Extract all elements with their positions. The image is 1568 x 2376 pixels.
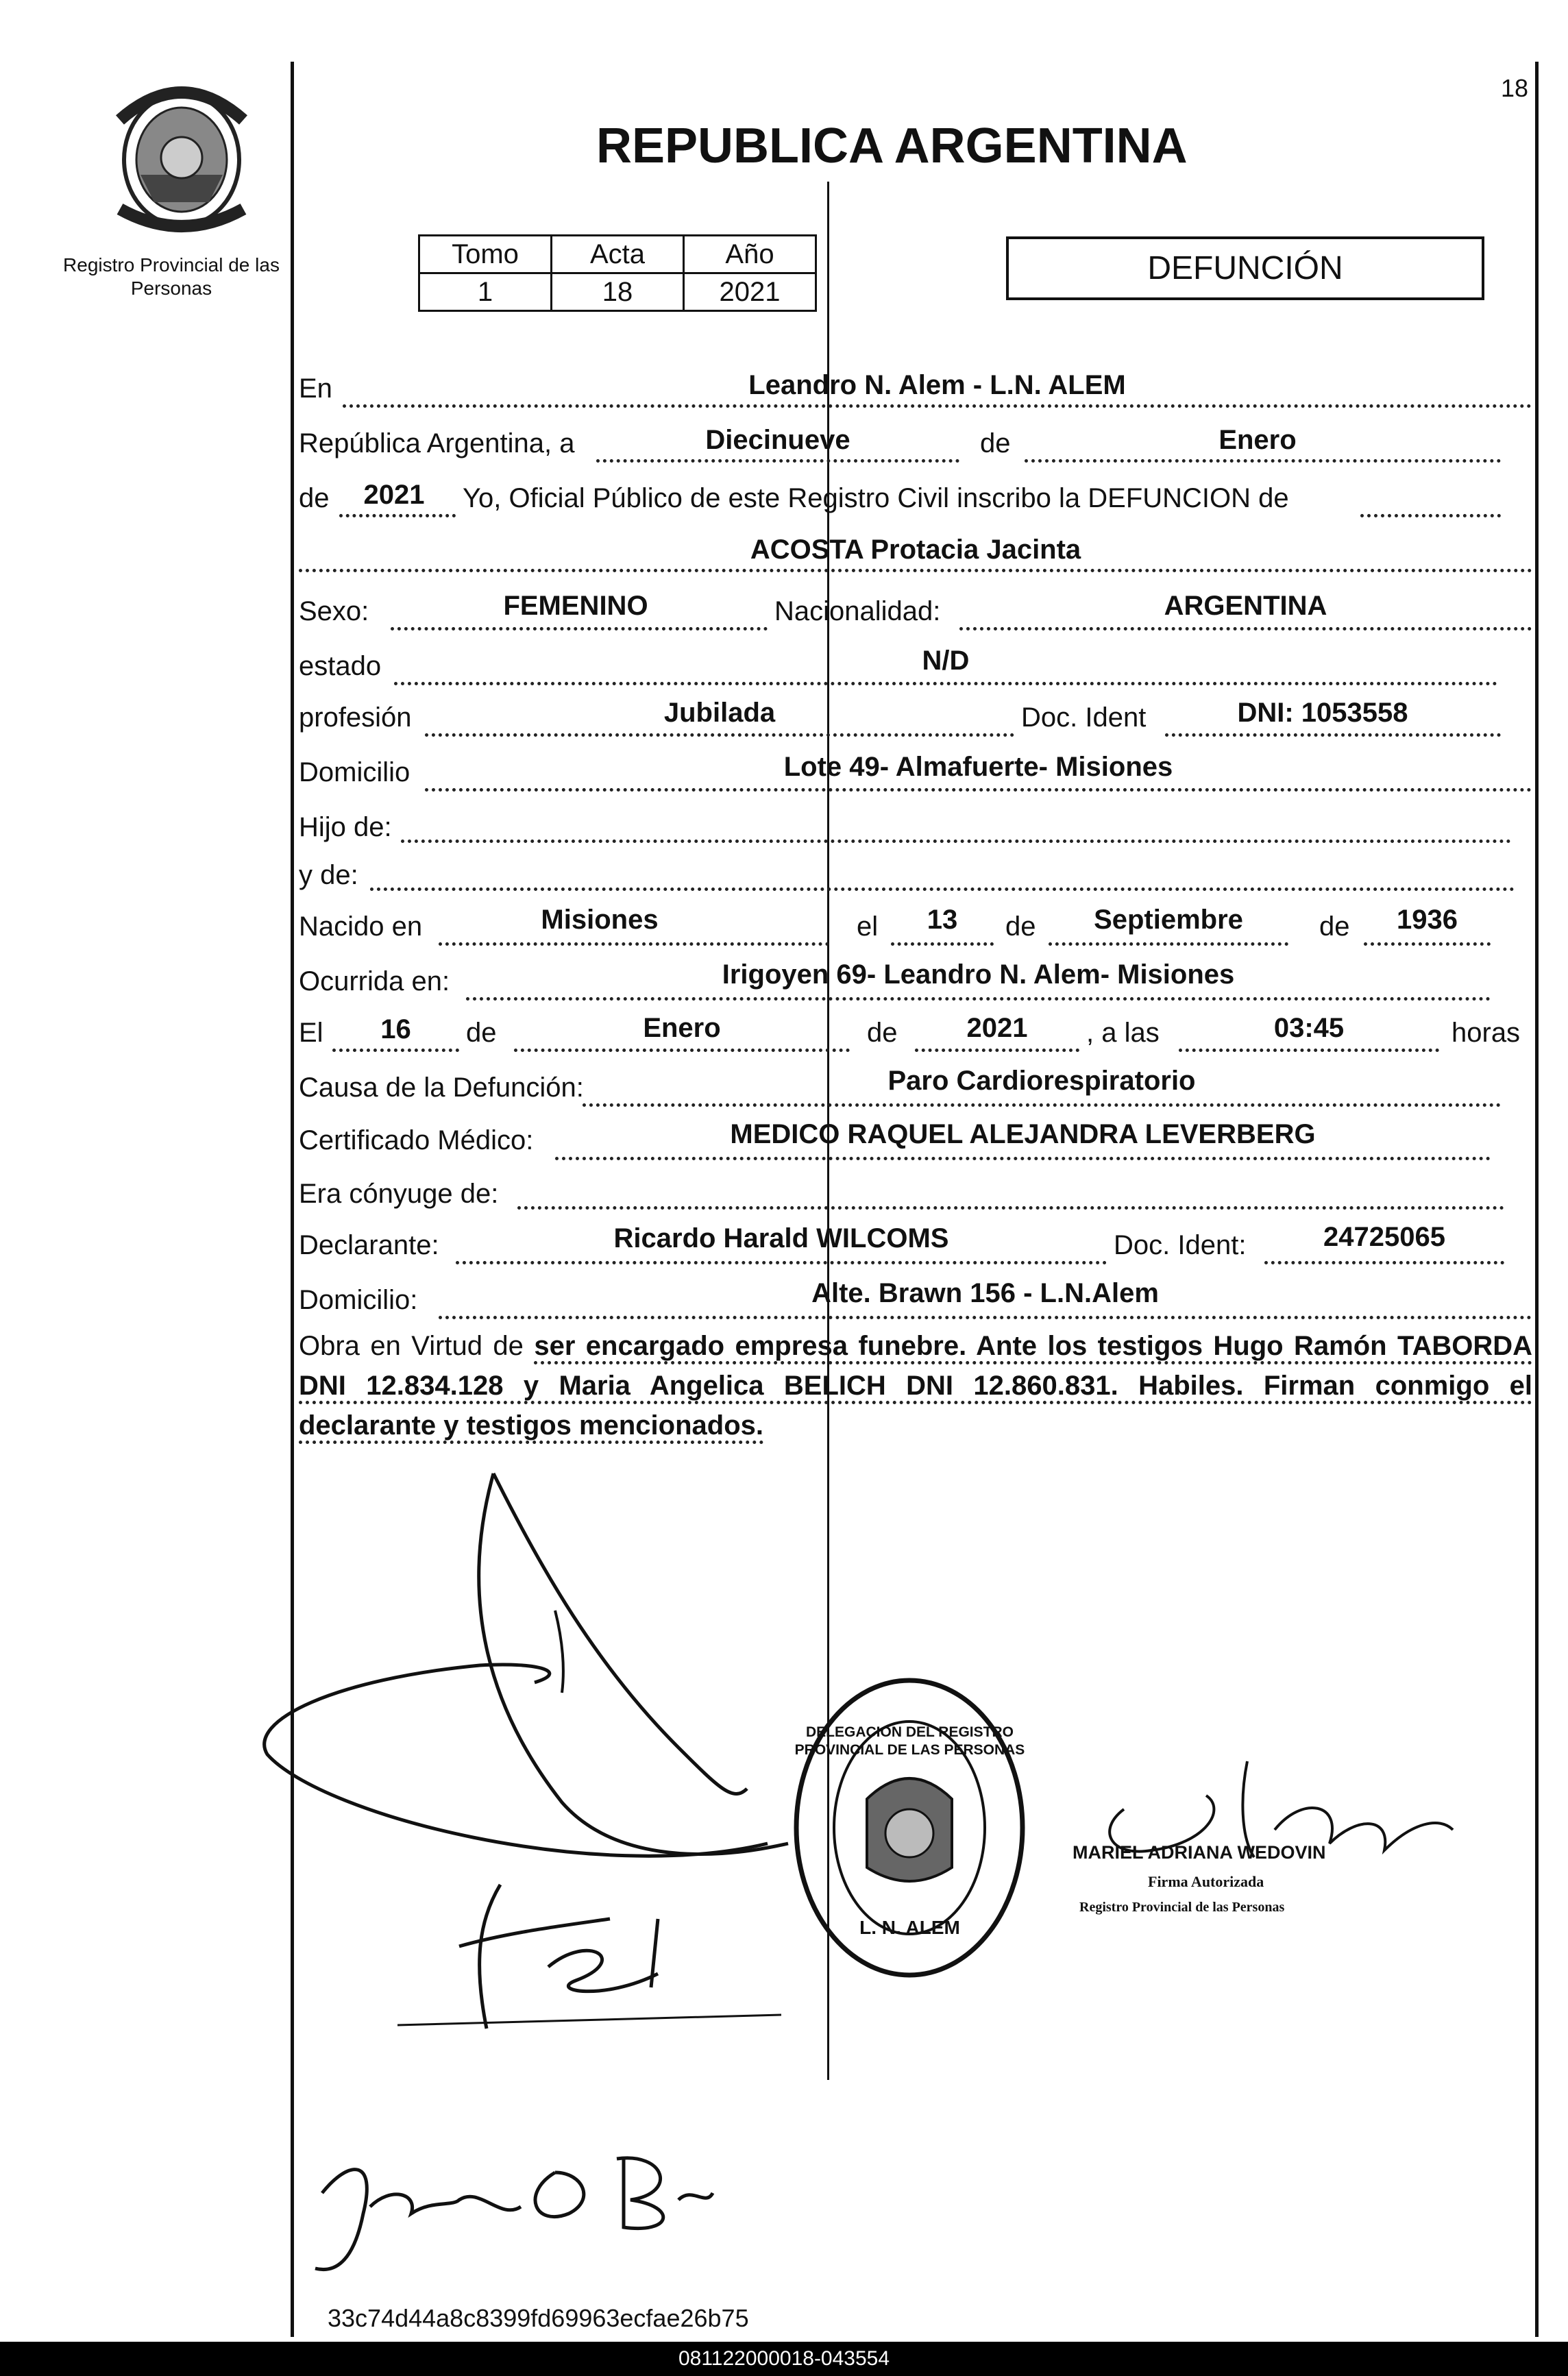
page-number: 18 bbox=[1501, 74, 1529, 102]
value-causa: Paro Cardiorespiratorio bbox=[887, 1066, 1196, 1096]
dots-sexo bbox=[391, 627, 768, 630]
dots-conyuge bbox=[517, 1206, 1504, 1210]
dots-anio bbox=[339, 514, 456, 517]
label-profesion: profesión bbox=[299, 702, 412, 733]
label-republica: República Argentina, a bbox=[299, 428, 575, 458]
official-registry: Registro Provincial de las Personas bbox=[1079, 1900, 1285, 1915]
dots-nacionalidad bbox=[959, 627, 1532, 630]
page-title: REPUBLICA ARGENTINA bbox=[596, 119, 1188, 173]
value-declarante-doc: 24725065 bbox=[1323, 1222, 1445, 1252]
signature-witness-1 bbox=[397, 1878, 809, 2042]
label-en: En bbox=[299, 373, 332, 404]
value-dni: DNI: 1053558 bbox=[1237, 698, 1408, 728]
misiones-logo bbox=[93, 72, 271, 240]
footer-code: 081122000018-043554 bbox=[0, 2342, 1568, 2376]
value-certificado: MEDICO RAQUEL ALEJANDRA LEVERBERG bbox=[730, 1119, 1316, 1149]
dots-lugar bbox=[343, 404, 1532, 408]
label-horas: horas bbox=[1451, 1018, 1521, 1048]
dots-domicilio bbox=[425, 788, 1532, 792]
label-conyuge: Era cónyuge de: bbox=[299, 1179, 499, 1209]
value-hora: 03:45 bbox=[1273, 1013, 1345, 1043]
label-nacionalidad: Nacionalidad: bbox=[774, 596, 941, 626]
dots-mes bbox=[1025, 459, 1501, 463]
label-de-def-anio: de bbox=[867, 1018, 898, 1048]
dots-dni bbox=[1165, 733, 1501, 737]
value-nacido-en: Misiones bbox=[541, 905, 659, 935]
value-nac-dia: 13 bbox=[927, 905, 958, 935]
value-tomo: 1 bbox=[419, 273, 552, 311]
value-def-mes: Enero bbox=[643, 1013, 721, 1043]
label-domicilio: Domicilio bbox=[299, 757, 411, 787]
dots-hora bbox=[1179, 1049, 1439, 1052]
label-doc-ident-declarante: Doc. Ident: bbox=[1114, 1230, 1247, 1260]
registry-stamp bbox=[792, 1676, 1028, 1981]
label-de-anio: de bbox=[299, 483, 330, 513]
label-de-nac-mes: de bbox=[1005, 911, 1036, 942]
dots-declarante bbox=[456, 1261, 1107, 1264]
label-hijo-de: Hijo de: bbox=[299, 812, 392, 842]
stamp-inner-text: L. N. ALEM bbox=[859, 1917, 960, 1938]
label-el: el bbox=[857, 911, 879, 942]
label-domicilio-declarante: Domicilio: bbox=[299, 1285, 418, 1315]
stamp-ring-text: DELEGACION DEL REGISTRO PROVINCIAL DE LAS PERSONAS bbox=[794, 1724, 1025, 1758]
dots-oficial-tail bbox=[1360, 514, 1501, 517]
label-obra: Obra en Virtud de bbox=[299, 1331, 524, 1361]
value-declarante-dom: Alte. Brawn 156 - L.N.Alem bbox=[811, 1278, 1159, 1308]
value-lugar: Leandro N. Alem - L.N. ALEM bbox=[748, 370, 1126, 400]
label-sexo: Sexo: bbox=[299, 596, 369, 626]
value-acta: 18 bbox=[552, 273, 684, 311]
value-sexo: FEMENINO bbox=[503, 591, 648, 621]
value-nac-anio: 1936 bbox=[1397, 905, 1458, 935]
dots-y-de bbox=[370, 887, 1515, 891]
value-obra: ser encargado empresa funebre. Ante los testigos Hugo Ramón TABORDA DNI 12.834.128 y Maria Angelica BELICH DNI 12.860.831. Habiles. Firman conmigo el declarante y testigos mencionados. bbox=[299, 1331, 1532, 1444]
signature-witness-2 bbox=[295, 2131, 720, 2289]
value-ocurrida-en: Irigoyen 69- Leandro N. Alem- Misiones bbox=[722, 959, 1235, 990]
dots-def-dia bbox=[332, 1049, 459, 1052]
dots-nac-anio bbox=[1364, 942, 1491, 946]
label-nacido-en: Nacido en bbox=[299, 911, 423, 942]
value-dia: Diecinueve bbox=[705, 425, 850, 455]
value-profesion: Jubilada bbox=[663, 698, 776, 728]
label-a-las: , a las bbox=[1086, 1018, 1160, 1048]
value-def-dia: 16 bbox=[380, 1014, 411, 1044]
dots-ocurrida-en bbox=[466, 997, 1491, 1001]
dots-profesion bbox=[425, 733, 1014, 737]
record-type: DEFUNCIÓN bbox=[1006, 236, 1484, 300]
dots-certificado bbox=[555, 1157, 1491, 1160]
label-ocurrida-en: Ocurrida en: bbox=[299, 966, 450, 996]
dots-dia bbox=[596, 459, 959, 463]
dots-declarante-dom bbox=[439, 1316, 1532, 1319]
label-el-fecha: El bbox=[299, 1018, 323, 1048]
dots-def-anio bbox=[915, 1049, 1079, 1052]
value-anio: 2021 bbox=[684, 273, 816, 311]
dots-nombre bbox=[299, 569, 1532, 572]
value-mes: Enero bbox=[1218, 425, 1297, 455]
obra-paragraph bbox=[299, 1326, 1532, 1445]
official-name: MARIEL ADRIANA WEDOVIN bbox=[1073, 1842, 1326, 1863]
label-doc-ident: Doc. Ident bbox=[1021, 702, 1147, 733]
dots-estado bbox=[394, 682, 1497, 685]
record-table bbox=[418, 234, 817, 312]
dots-causa bbox=[583, 1103, 1501, 1107]
label-de-def-mes: de bbox=[466, 1018, 497, 1048]
right-margin-rule bbox=[1535, 62, 1539, 2337]
dots-declarante-doc bbox=[1264, 1261, 1504, 1264]
dots-nacido-en bbox=[439, 942, 829, 946]
registry-name: Registro Provincial de las Personas bbox=[63, 254, 280, 299]
value-nacionalidad: ARGENTINA bbox=[1164, 591, 1327, 621]
signature-declarante bbox=[254, 1460, 816, 1885]
dots-nac-dia bbox=[891, 942, 994, 946]
dots-def-mes bbox=[514, 1049, 850, 1052]
value-def-anio: 2021 bbox=[966, 1013, 1028, 1043]
official-role: Firma Autorizada bbox=[1148, 1873, 1264, 1890]
value-domicilio: Lote 49- Almafuerte- Misiones bbox=[783, 752, 1173, 782]
label-declarante: Declarante: bbox=[299, 1230, 439, 1260]
value-estado: N/D bbox=[922, 646, 970, 676]
label-y-de: y de: bbox=[299, 860, 358, 890]
label-de-nac-anio: de bbox=[1319, 911, 1350, 942]
header-tomo: Tomo bbox=[419, 236, 552, 273]
header-acta: Acta bbox=[552, 236, 684, 273]
dots-nac-mes bbox=[1049, 942, 1288, 946]
value-anio: 2021 bbox=[363, 480, 425, 510]
label-estado: estado bbox=[299, 651, 382, 681]
value-nombre: ACOSTA Protacia Jacinta bbox=[750, 535, 1081, 565]
header-anio: Año bbox=[684, 236, 816, 273]
label-causa: Causa de la Defunción: bbox=[299, 1073, 584, 1103]
document-hash: 33c74d44a8c8399fd69963ecfae26b75 bbox=[328, 2304, 749, 2332]
label-de-mes: de bbox=[980, 428, 1011, 458]
label-certificado: Certificado Médico: bbox=[299, 1125, 534, 1155]
left-margin-rule bbox=[291, 62, 294, 2337]
dots-hijo-de bbox=[401, 840, 1511, 843]
value-declarante: Ricardo Harald WILCOMS bbox=[613, 1223, 949, 1253]
value-nac-mes: Septiembre bbox=[1094, 905, 1243, 935]
label-oficial: Yo, Oficial Público de este Registro Civil inscribo la DEFUNCION de bbox=[463, 483, 1289, 513]
